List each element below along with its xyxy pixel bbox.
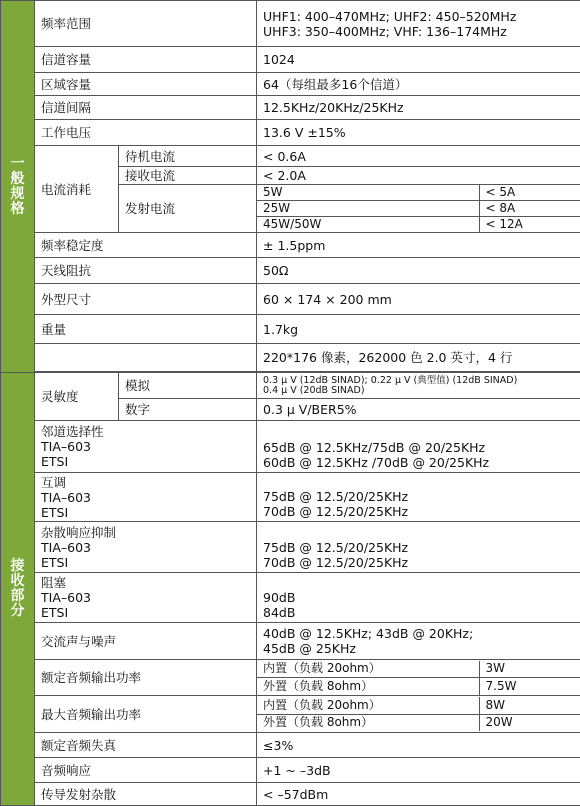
receive-current-label: 接收电流 xyxy=(119,167,257,185)
antenna-impedance-value: 50Ω xyxy=(257,258,580,284)
zone-capacity-label: 区域容量 xyxy=(35,73,257,96)
max-audio-table xyxy=(257,697,580,731)
working-voltage-value: 13.6 V ±15% xyxy=(257,120,580,146)
audio-power: 20W xyxy=(479,714,580,731)
row-distortion xyxy=(1,733,580,758)
weight-label: 重量 xyxy=(35,315,257,344)
transmit-current: < 12A xyxy=(479,217,580,233)
antenna-impedance-label: 天线阻抗 xyxy=(35,258,257,284)
blocking-label: 阻塞 TIA–603 ETSI xyxy=(35,573,257,623)
sensitivity-digital-value: 0.3 μ V/BER5% xyxy=(257,399,580,421)
row-intermodulation xyxy=(1,473,580,522)
sensitivity-analog-label: 模拟 xyxy=(119,373,257,399)
transmit-power: 45W/50W xyxy=(257,217,479,233)
transmit-row xyxy=(257,185,580,201)
transmit-current-table xyxy=(257,185,580,232)
freq-stability-label: 频率稳定度 xyxy=(35,233,257,258)
sensitivity-analog-value: 0.3 μ V (12dB SINAD); 0.22 μ V (典型值) (12dB SINAD) 0.4 μ V (20dB SINAD) xyxy=(257,373,580,399)
transmit-current-label: 发射电流 xyxy=(119,185,257,233)
audio-row xyxy=(257,714,580,731)
row-freq-stability xyxy=(1,233,580,258)
spurious-rejection-label: 杂散响应抑制 TIA–603 ETSI xyxy=(35,522,257,573)
channel-capacity-value: 1024 xyxy=(257,47,580,73)
hum-noise-value: 40dB @ 12.5KHz; 43dB @ 20KHz; 45dB @ 25KHz xyxy=(257,623,580,660)
row-audio-response xyxy=(1,758,580,783)
rated-audio-table-cell xyxy=(257,660,580,696)
row-adjacent-selectivity xyxy=(1,421,580,473)
row-spurious-rejection xyxy=(1,522,580,573)
display-value: 220*176 像素，262000 色 2.0 英寸，4 行 xyxy=(257,344,580,372)
row-standby-current xyxy=(1,146,580,167)
standby-current-label: 待机电流 xyxy=(119,146,257,167)
transmit-current-table-cell xyxy=(257,185,580,233)
transmit-current: < 5A xyxy=(479,185,580,201)
channel-capacity-label: 信道容量 xyxy=(35,47,257,73)
conducted-spurious-value: < –57dBm xyxy=(257,783,580,806)
row-working-voltage xyxy=(1,120,580,146)
row-rated-audio xyxy=(1,660,580,696)
current-label: 电流消耗 xyxy=(35,146,119,233)
dimensions-value: 60 × 174 × 200 mm xyxy=(257,284,580,315)
audio-condition: 外置（负载 8ohm） xyxy=(257,714,479,731)
sensitivity-label: 灵敏度 xyxy=(35,373,119,421)
blocking-value: 90dB 84dB xyxy=(257,573,580,623)
row-channel-spacing xyxy=(1,96,580,120)
transmit-current: < 8A xyxy=(479,201,580,217)
distortion-label: 额定音频失真 xyxy=(35,733,257,758)
sensitivity-digital-label: 数字 xyxy=(119,399,257,421)
transmit-power: 25W xyxy=(257,201,479,217)
weight-value: 1.7kg xyxy=(257,315,580,344)
row-hum-noise xyxy=(1,623,580,660)
audio-response-label: 音频响应 xyxy=(35,758,257,783)
hum-noise-label: 交流声与噪声 xyxy=(35,623,257,660)
audio-power: 8W xyxy=(479,697,580,714)
row-sensitivity-analog xyxy=(1,373,580,399)
row-conducted-spurious xyxy=(1,783,580,806)
audio-power: 7.5W xyxy=(479,678,580,695)
audio-condition: 内置（负载 20ohm） xyxy=(257,697,479,714)
transmit-row xyxy=(257,217,580,233)
audio-condition: 内置（负载 20ohm） xyxy=(257,661,479,678)
freq-range-value: UHF1: 400–470MHz; UHF2: 450–520MHz UHF3: 350–400MHz; VHF: 136–174MHz xyxy=(257,1,580,47)
transmit-row xyxy=(257,201,580,217)
intermodulation-value: 75dB @ 12.5/20/25KHz 70dB @ 12.5/20/25KHz xyxy=(257,473,580,522)
audio-condition: 外置（负载 8ohm） xyxy=(257,678,479,695)
audio-row xyxy=(257,697,580,714)
row-blocking xyxy=(1,573,580,623)
channel-spacing-label: 信道间隔 xyxy=(35,96,257,120)
section-receiver-label: 接 收 部 分 xyxy=(1,373,35,806)
receive-current-value: < 2.0A xyxy=(257,167,580,185)
max-audio-table-cell xyxy=(257,696,580,733)
distortion-value: ≤3% xyxy=(257,733,580,758)
working-voltage-label: 工作电压 xyxy=(35,120,257,146)
adjacent-selectivity-label: 邻道选择性 TIA–603 ETSI xyxy=(35,421,257,473)
zone-capacity-value: 64（每组最多16个信道） xyxy=(257,73,580,96)
spurious-rejection-value: 75dB @ 12.5/20/25KHz 70dB @ 12.5/20/25KHz xyxy=(257,522,580,573)
row-zone-capacity xyxy=(1,73,580,96)
row-dimensions xyxy=(1,284,580,315)
rated-audio-table xyxy=(257,661,580,695)
display-label xyxy=(35,344,257,372)
transmit-power: 5W xyxy=(257,185,479,201)
intermodulation-label: 互调 TIA–603 ETSI xyxy=(35,473,257,522)
freq-range-label: 频率范围 xyxy=(35,1,257,47)
dimensions-label: 外型尺寸 xyxy=(35,284,257,315)
row-channel-capacity xyxy=(1,47,580,73)
row-display xyxy=(1,344,580,372)
conducted-spurious-label: 传导发射杂散 xyxy=(35,783,257,806)
row-antenna-impedance xyxy=(1,258,580,284)
row-freq-range xyxy=(1,1,580,47)
rated-audio-label: 额定音频输出功率 xyxy=(35,660,257,696)
max-audio-label: 最大音频输出功率 xyxy=(35,696,257,733)
standby-current-value: < 0.6A xyxy=(257,146,580,167)
row-weight xyxy=(1,315,580,344)
audio-row xyxy=(257,661,580,678)
adjacent-selectivity-value: 65dB @ 12.5KHz/75dB @ 20/25KHz 60dB @ 12.5KHz /70dB @ 20/25KHz xyxy=(257,421,580,473)
row-max-audio xyxy=(1,696,580,733)
channel-spacing-value: 12.5KHz/20KHz/25KHz xyxy=(257,96,580,120)
audio-power: 3W xyxy=(479,661,580,678)
audio-response-value: +1 ~ –3dB xyxy=(257,758,580,783)
section-general-label: 一 般 规 格 xyxy=(1,1,35,373)
freq-stability-value: ± 1.5ppm xyxy=(257,233,580,258)
audio-row xyxy=(257,678,580,695)
